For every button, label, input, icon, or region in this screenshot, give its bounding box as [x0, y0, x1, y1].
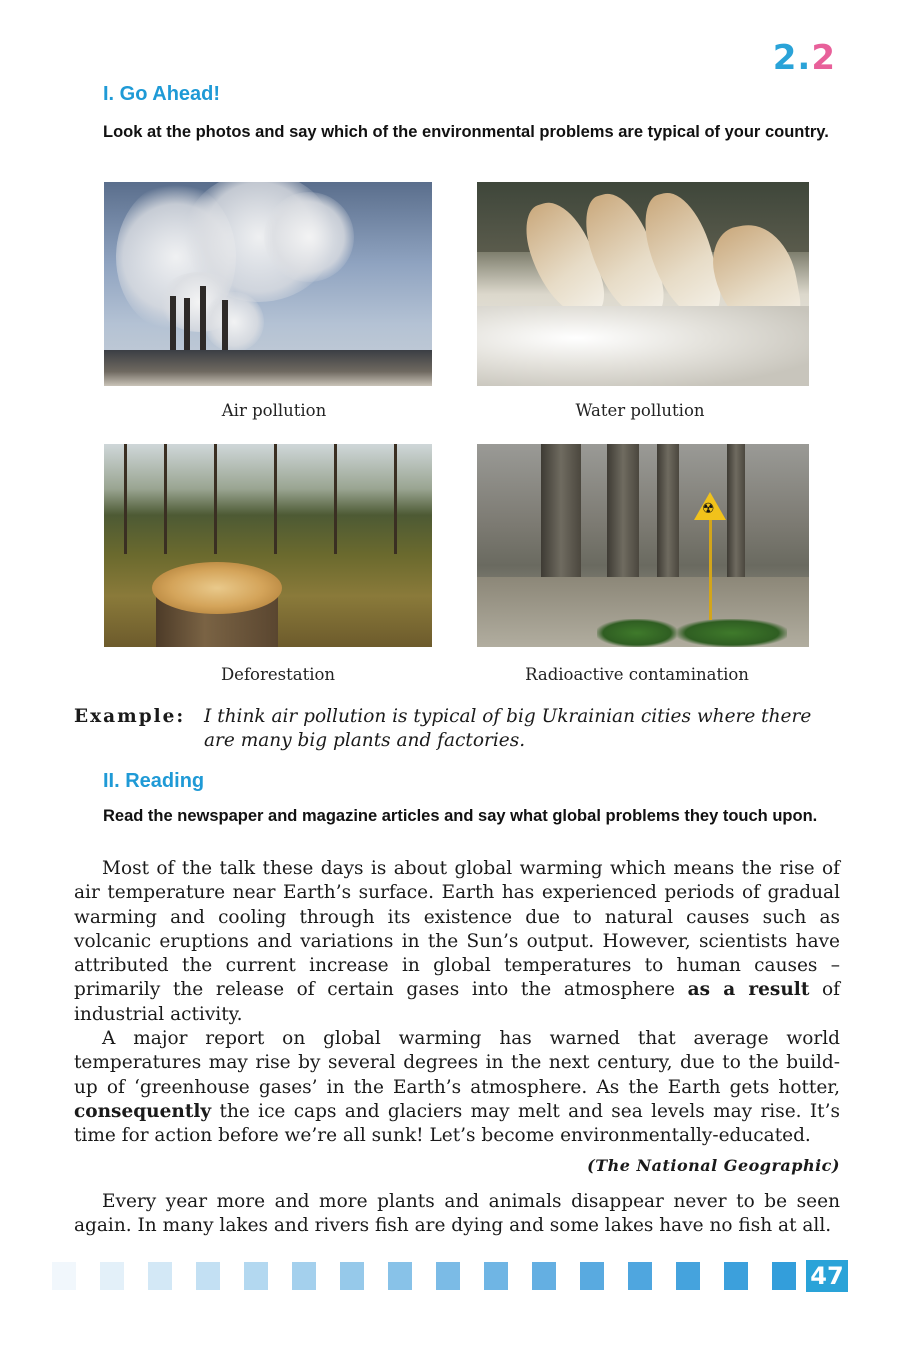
caption-water-pollution: Water pollution	[575, 401, 705, 420]
radioactive-contamination-photo: ☢	[477, 444, 809, 647]
article-paragraph: Every year more and more plants and animals disappear never to be seen again. In many lakes and rivers fish are dying and some lakes have no fish at all.	[74, 1191, 840, 1237]
example-text: I think air pollution is typical of big Ukrainian cities where there are many big plants and factories.	[204, 706, 812, 751]
unit-dot: .	[797, 38, 812, 78]
page-number: 47	[806, 1260, 848, 1292]
deforestation-photo	[104, 444, 432, 647]
task-instruction-reading: Read the newspaper and magazine articles and say what global problems they touch upon.	[103, 807, 818, 825]
unit-major: 2	[772, 38, 798, 78]
article-source: (The National Geographic)	[587, 1156, 840, 1175]
unit-minor: 2	[811, 38, 836, 78]
caption-radioactive-contamination: Radioactive contamination	[525, 665, 749, 684]
article-disappearing-species	[74, 1190, 840, 1239]
article-global-warming	[74, 857, 840, 1149]
water-pollution-photo	[477, 182, 809, 386]
footer-decoration	[0, 1262, 918, 1292]
section-heading-go-ahead: I. Go Ahead!	[103, 83, 221, 105]
unit-number	[773, 38, 836, 78]
key-phrase-consequently: consequently	[74, 1100, 212, 1122]
caption-air-pollution: Air pollution	[221, 401, 327, 420]
task-instruction-photos: Look at the photos and say which of the environmental problems are typical of your country.	[103, 123, 829, 141]
caption-deforestation: Deforestation	[220, 665, 336, 684]
air-pollution-photo	[104, 182, 432, 386]
key-phrase-as-a-result: as a result	[687, 979, 810, 1001]
example-label: Example:	[74, 706, 186, 727]
article-paragraph: Most of the talk these days is about global warming which means the rise of air temperature near Earth’s surface. Earth has experienced periods of gradual warming and cooling through its existence due to natural causes such as volcanic eruptions and variations in the Sun’s output. However, scientists have attributed the current increase in global temperatures to human causes – primarily the release of certain gases into the atmosphere as a result of industrial activity.	[74, 858, 841, 1025]
article-paragraph: A major report on global warming has warned that average world temperatures may rise by several degrees in the next century, due to the build-up of ‘greenhouse gases’ in the Earth’s atmosphere. As the Earth gets hotter, consequently the ice caps and glaciers may melt and sea levels may rise. It’s time for action before we’re all sunk! Let’s become environmentally-educated.	[74, 1028, 840, 1147]
section-heading-reading: II. Reading	[103, 770, 205, 792]
